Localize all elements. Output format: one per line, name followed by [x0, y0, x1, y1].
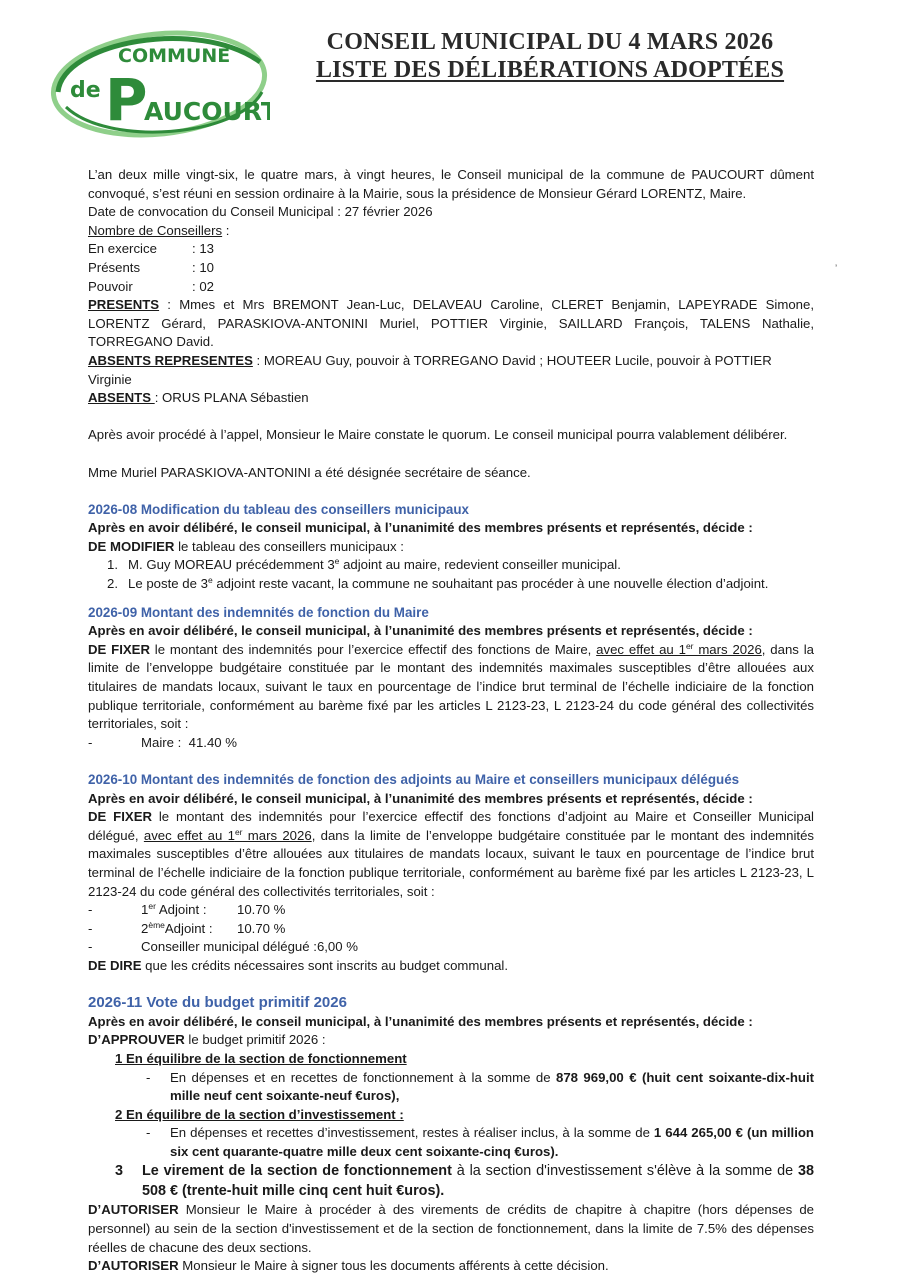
meeting-title: CONSEIL MUNICIPAL DU 4 MARS 2026: [326, 29, 774, 55]
deliberation-2026-08: [88, 501, 814, 594]
decision-text: DE MODIFIER le tableau des conseillers municipaux :: [88, 538, 404, 554]
list-item: 1. M. Guy MOREAU précédemment 3e adjoint au maire, redevient conseiller municipal.: [107, 556, 621, 573]
deliberation-2026-09: [88, 604, 814, 753]
convocation-date: Date de convocation du Conseil Municipal : 27 février 2026: [88, 204, 433, 220]
deliberation-2026-11: [88, 994, 814, 1276]
decision-phrase: Après en avoir délibéré, le conseil municipal, à l’unanimité des membres présents et représentés, décide :: [88, 790, 753, 806]
logo-aucourt-text: AUCOURT: [144, 97, 270, 126]
absents-represented: ABSENTS REPRESENTES : MOREAU Guy, pouvoir à TORREGANO David ; HOUTEER Lucile, pouvoir à POTTIER Virginie: [88, 352, 772, 387]
decision-text: DE FIXER le montant des indemnités pour l’exercice effectif des fonctions d’adjoint au Maire et Conseiller Municipal délégué, avec effet au 1er mars 2026, dans la limite de l’enveloppe budgétaire constituée par le montant des indemnités maximales susceptibles d’être allouées aux titulaires de mandats locaux, suivant le taux en pourcentage de l’indice brut terminal de l’échelle indiciaire de la fonction publique territoriale, conformément au barème fixé par les articles L 2123-23, L 2123-24 du code général des collectivités territoriales, soit :: [88, 809, 814, 899]
section-investissement-heading: 2 En équilibre de la section d’investissement :: [115, 1106, 404, 1122]
decision-items: [88, 556, 814, 593]
section-fonctionnement-heading: 1 En équilibre de la section de fonctionnement: [115, 1050, 407, 1066]
quorum-statement: Après avoir procédé à l’appel, Monsieur le Maire constate le quorum. Le conseil municipal pourra valablement délibérer.: [88, 427, 788, 443]
deliberations-list-title: LISTE DES DÉLIBÉRATIONS ADOPTÉES: [315, 57, 785, 83]
count-row-exercice: En exercice : 13: [88, 241, 214, 257]
section-investissement-item: - En dépenses et recettes d’investissement, restes à réaliser inclus, à la somme de 1 644 265,00 € (un million six cent quarante-quatre mille deux cent soixante-cinq €uros).: [146, 1125, 814, 1159]
decision-phrase: Après en avoir délibéré, le conseil municipal, à l’unanimité des membres présents et représentés, décide :: [88, 520, 753, 536]
presents-list: PRESENTS : Mmes et Mrs BREMONT Jean-Luc, DELAVEAU Caroline, CLERET Benjamin, LAPEYRADE Simone, LORENTZ Gérard, PARASKIOVA-ANTONINI Muriel, POTTIER Virginie, SAILLARD François, TALENS Nathalie, TORREGANO David.: [88, 297, 814, 350]
decision-phrase: Après en avoir délibéré, le conseil municipal, à l’unanimité des membres présents et représentés, décide :: [88, 1013, 753, 1029]
deliberation-title: 2026-10 Montant des indemnités de fonction des adjoints au Maire et conseillers municipaux délégués: [88, 772, 740, 787]
logo-de-text: de: [70, 78, 101, 103]
list-item: 2. Le poste de 3e adjoint reste vacant, la commune ne souhaitant pas procéder à une nouvelle élection d’adjoint.: [107, 575, 769, 592]
rate-row-conseiller-delegue: - Conseiller municipal délégué : 6,00 %: [88, 939, 358, 955]
commune-logo: [48, 22, 270, 140]
virement-item: 3 Le virement de la section de fonctionnement à la section d'investissement s'élève à la somme de 38 508 € (trente-huit mille cinq cent huit €uros).: [115, 1163, 814, 1200]
count-row-pouvoir: Pouvoir : 02: [88, 278, 214, 294]
logo-p-letter: P: [105, 66, 148, 134]
rate-row-maire: - Maire : 41.40 %: [88, 734, 238, 750]
decision-text: DE FIXER le montant des indemnités pour l’exercice effectif des fonctions de Maire, avec effet au 1er mars 2026, dans la limite de l’enveloppe budgétaire constituée par le montant des indemnités maximales susceptibles d’être allouées aux titulaires de mandats locaux, suivant le taux en pourcentage de l’indice brut terminal de l’échelle indiciaire de la fonction publique territoriale, conformément au barème fixé par les articles L 2123-23, L 2123-24 du code général des collectivités territoriales, soit :: [88, 640, 814, 732]
decision-text: D’APPROUVER le budget primitif 2026 :: [88, 1032, 326, 1048]
section-fonctionnement-item: - En dépenses et en recettes de fonctionnement à la somme de 878 969,00 € (huit cent soixante-dix-huit mille neuf cent soixante-neuf €uros),: [146, 1069, 815, 1104]
dire-text: DE DIRE que les crédits nécessaires sont inscrits au budget communal.: [88, 957, 509, 973]
authorization-signature: D’AUTORISER Monsieur le Maire à signer tous les documents afférents à cette décision.: [88, 1258, 609, 1274]
document-header: [300, 28, 800, 84]
logo-commune-text: COMMUNE: [118, 45, 231, 67]
deliberation-title: 2026-11 Vote du budget primitif 2026: [88, 994, 347, 1012]
deliberation-title: 2026-08 Modification du tableau des conseillers municipaux: [88, 501, 469, 517]
authorization-virements: D’AUTORISER Monsieur le Maire à procéder à des virements de crédits de chapitre à chapitre (hors dépenses de personnel) au sein de la section d'investissement et de la section de fonctionnement, dans la limite de 7.5% des dépenses réelles de chacune des deux sections.: [88, 1202, 814, 1255]
logo-graphic: [48, 22, 270, 140]
document-body: [88, 166, 814, 1276]
rate-row-adjoint-2: - 2èmeAdjoint : 10.70 %: [88, 919, 286, 936]
deliberation-title: 2026-09 Montant des indemnités de fonction du Maire: [88, 604, 429, 620]
absents-list: ABSENTS : ORUS PLANA Sébastien: [88, 390, 309, 406]
rate-row-adjoint-1: - 1er Adjoint : 10.70 %: [88, 901, 286, 918]
counts-heading: Nombre de Conseillers :: [88, 222, 230, 238]
count-row-presents: Présents : 10: [88, 259, 214, 275]
secretary-statement: Mme Muriel PARASKIOVA-ANTONINI a été désignée secrétaire de séance.: [88, 464, 531, 480]
intro-paragraph: L’an deux mille vingt-six, le quatre mars, à vingt heures, le Conseil municipal de la commune de PAUCOURT dûment convoqué, s’est réuni en session ordinaire à la Mairie, sous la présidence de Monsieur Gérard LORENTZ, Maire.: [88, 167, 814, 201]
deliberation-2026-10: [88, 771, 814, 976]
decision-phrase: Après en avoir délibéré, le conseil municipal, à l’unanimité des membres présents et représentés, décide :: [88, 623, 753, 639]
stray-mark: ʼ: [835, 264, 838, 275]
